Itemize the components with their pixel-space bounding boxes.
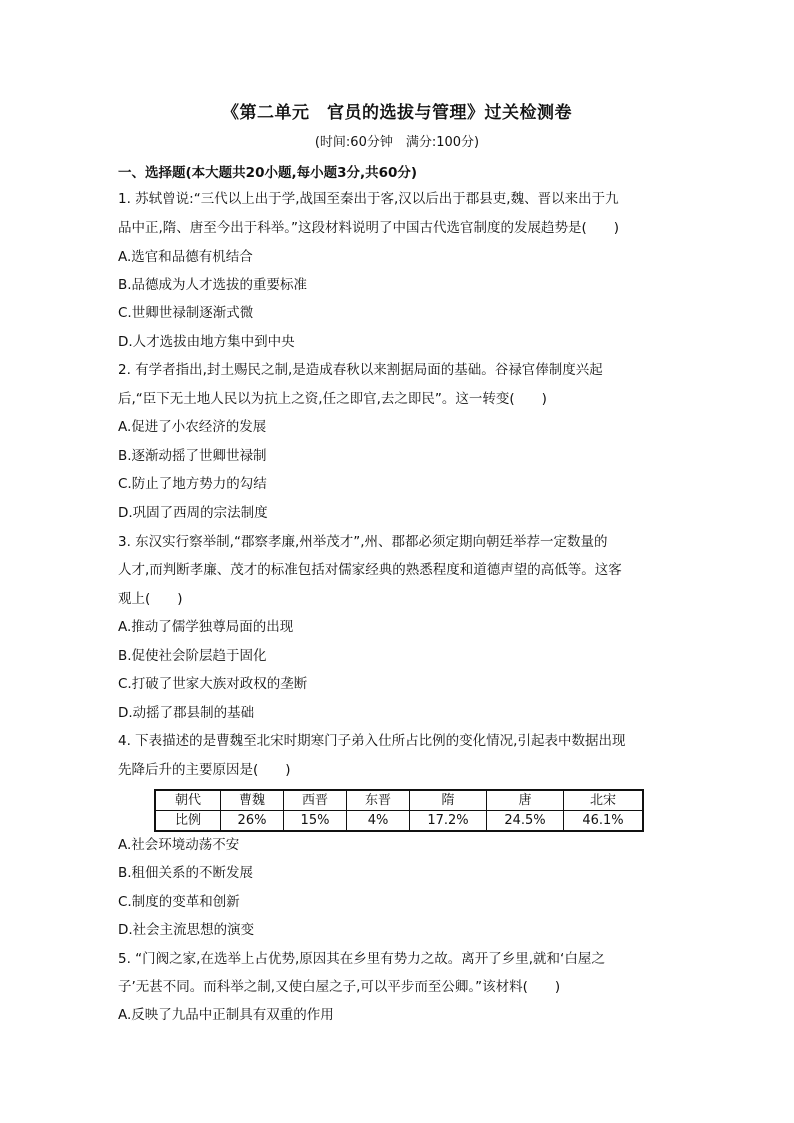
table-header-cell: 曹魏 xyxy=(221,790,284,811)
table-cell: 17.2% xyxy=(410,811,487,832)
question-2-option-c: C.防止了地方势力的勾结 xyxy=(118,476,267,492)
question-1-option-a: A.选官和品德有机结合 xyxy=(118,249,253,265)
question-2-option-d: D.巩固了西周的宗法制度 xyxy=(118,505,268,521)
question-4-option-d: D.社会主流思想的演变 xyxy=(118,922,255,938)
question-3-stem-line-3: 观上( ) xyxy=(118,591,183,607)
question-2-stem-line-2: 后,“臣下无土地人民以为抗上之资,任之即官,去之即民”。这一转变( ) xyxy=(118,391,547,407)
question-3-option-b: B.促使社会阶层趋于固化 xyxy=(118,648,267,664)
question-1-option-d: D.人才选拔由地方集中到中央 xyxy=(118,334,295,350)
exam-title: 《第二单元 官员的选拔与管理》过关检测卷 xyxy=(222,103,572,123)
question-2-option-a: A.促进了小农经济的发展 xyxy=(118,419,267,435)
table-header-cell: 西晋 xyxy=(284,790,347,811)
table-cell: 46.1% xyxy=(564,811,644,832)
question-3-stem-line-2: 人才,而判断孝廉、茂才的标准包括对儒家经典的熟悉程度和道德声望的高低等。这客 xyxy=(118,562,622,578)
table-header-cell: 北宋 xyxy=(564,790,644,811)
table-header-cell: 唐 xyxy=(487,790,564,811)
question-3-option-c: C.打破了世家大族对政权的垄断 xyxy=(118,676,308,692)
table-cell: 15% xyxy=(284,811,347,832)
section-heading: 一、选择题(本大题共20小题,每小题3分,共60分) xyxy=(118,165,418,181)
question-3-option-a: A.推动了儒学独尊局面的出现 xyxy=(118,619,294,635)
question-5-stem-line-1: 5. “门阀之家,在选举上占优势,原因其在乡里有势力之故。离开了乡里,就和‘白屋之 xyxy=(118,951,605,967)
question-1-option-b: B.品德成为人才选拔的重要标准 xyxy=(118,277,308,293)
table-header-cell: 隋 xyxy=(410,790,487,811)
question-4-option-a: A.社会环境动荡不安 xyxy=(118,837,240,853)
question-4-stem-line-2: 先降后升的主要原因是( ) xyxy=(118,762,291,778)
table-header-cell: 东晋 xyxy=(347,790,410,811)
table-row xyxy=(155,811,643,832)
exam-subtitle: (时间:60分钟 满分:100分) xyxy=(314,135,480,150)
table-cell: 24.5% xyxy=(487,811,564,832)
table-cell: 4% xyxy=(347,811,410,832)
question-4-option-c: C.制度的变革和创新 xyxy=(118,894,240,910)
question-3-option-d: D.动摇了郡县制的基础 xyxy=(118,705,255,721)
question-5-option-a: A.反映了九品中正制具有双重的作用 xyxy=(118,1007,334,1023)
question-5-stem-line-2: 子’无甚不同。而科举之制,又使白屋之子,可以平步而至公卿。”该材料( ) xyxy=(118,979,561,995)
question-2-stem-line-1: 2. 有学者指出,封土赐民之制,是造成春秋以来割据局面的基础。谷禄官俸制度兴起 xyxy=(118,362,603,378)
admission-ratio-table xyxy=(154,789,644,832)
table-cell: 比例 xyxy=(155,811,221,832)
question-1-option-c: C.世卿世禄制逐渐式微 xyxy=(118,305,254,321)
table-header-row xyxy=(155,790,643,811)
question-4-option-b: B.租佃关系的不断发展 xyxy=(118,865,254,881)
question-1-stem-line-1: 1. 苏轼曾说:“三代以上出于学,战国至秦出于客,汉以后出于郡县吏,魏、晋以来出于九 xyxy=(118,191,619,207)
table-header-cell: 朝代 xyxy=(155,790,221,811)
question-4-stem-line-1: 4. 下表描述的是曹魏至北宋时期寒门子弟入仕所占比例的变化情况,引起表中数据出现 xyxy=(118,733,626,749)
table-cell: 26% xyxy=(221,811,284,832)
question-1-stem-line-2: 品中正,隋、唐至今出于科举。”这段材料说明了中国古代选官制度的发展趋势是( ) xyxy=(118,220,620,236)
question-3-stem-line-1: 3. 东汉实行察举制,“郡察孝廉,州举茂才”,州、郡都必须定期向朝廷举荐一定数量的 xyxy=(118,534,608,550)
question-2-option-b: B.逐渐动摇了世卿世禄制 xyxy=(118,448,267,464)
